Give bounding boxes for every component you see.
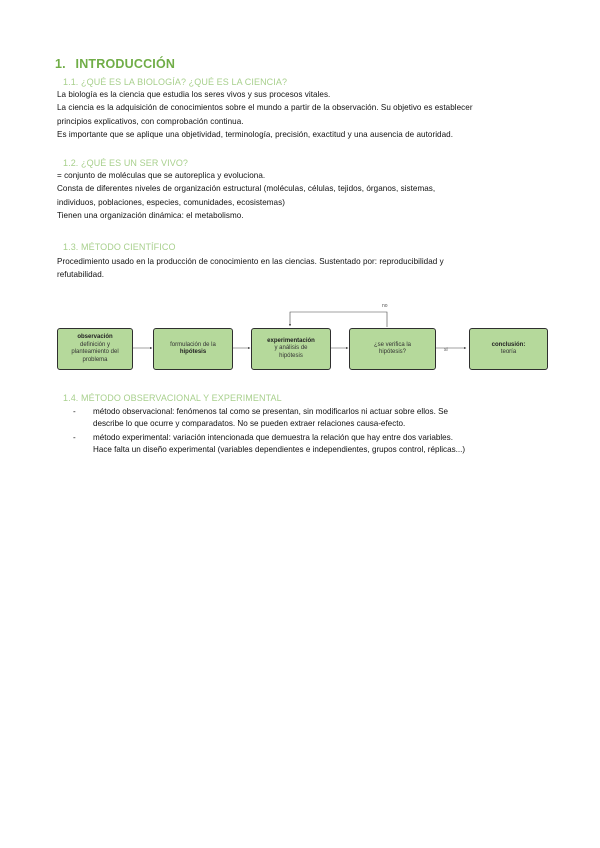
text-line: Tienen una organización dinámica: el metabolismo.	[57, 211, 244, 221]
text-line: Consta de diferentes niveles de organización estructural (moléculas, células, tejidos, órganos, sistemas,	[57, 184, 436, 194]
si-label: si	[444, 347, 448, 353]
subheading-1-1: 1.1. ¿QUÉ ES LA BIOLOGÍA? ¿QUÉ ES LA CIENCIA?	[63, 77, 288, 87]
box-text: teoría	[500, 349, 517, 355]
box-bold-text: observación	[77, 334, 113, 340]
box-verifica	[349, 328, 436, 370]
section-heading	[55, 57, 175, 71]
text-line: Hace falta un diseño experimental (variables dependientes e independientes, grupos control, réplicas...)	[93, 445, 466, 455]
text-line: método experimental: variación intencionada que demuestra la relación que hay entre dos variables.	[93, 432, 453, 442]
box-text: formulación de la	[170, 341, 216, 348]
subheading-1-4: 1.4. MÉTODO OBSERVACIONAL Y EXPERIMENTAL	[63, 393, 282, 403]
text-line: individuos, poblaciones, especies, comunidades, ecosistemas)	[57, 197, 285, 207]
section-title: INTRODUCCIÓN	[75, 57, 176, 71]
bullet-list	[73, 406, 465, 457]
box-text: definición y planteamiento del problema	[71, 341, 119, 363]
box-experimentacion	[251, 328, 331, 370]
list-item	[73, 406, 465, 431]
box-bold-text: hipótesis	[179, 349, 207, 355]
box-text: ¿se verifica la hipótesis?	[373, 341, 411, 355]
box-text: y análisis de hipótesis	[274, 345, 308, 359]
paragraph-1-2	[57, 169, 435, 223]
subheading-1-3: 1.3. MÉTODO CIENTÍFICO	[63, 242, 176, 252]
text-line: La ciencia es la adquisición de conocimientos sobre el mundo a partir de la observación. Su objetivo es establecer	[57, 103, 473, 113]
box-bold-text: conclusión:	[491, 341, 526, 348]
box-hipotesis	[153, 328, 233, 370]
no-label: no	[382, 303, 388, 309]
box-observacion	[57, 328, 133, 370]
bullet-dash: -	[73, 407, 76, 416]
text-line: La biología es la ciencia que estudia los seres vivos y sus procesos vitales.	[57, 90, 331, 99]
text-line: Procedimiento usado en la producción de conocimiento en las ciencias. Sustentado por: reproducibilidad y	[57, 257, 444, 266]
subheading-1-2: 1.2. ¿QUÉ ES UN SER VIVO?	[63, 158, 189, 168]
list-item	[73, 432, 465, 457]
text-line: método observacional: fenómenos tal como se presentan, sin modificarlos ni actuar sobre ellos. Se	[93, 407, 448, 416]
box-bold-text: experimentación	[267, 337, 315, 344]
paragraph-1-1	[57, 88, 473, 142]
text-line: Es importante que se aplique una objetividad, terminología, precisión, exactitud y una ausencia de autoridad.	[57, 130, 453, 140]
scientific-method-diagram	[0, 295, 600, 385]
text-line: describe lo que ocurre y comparadatos. No se pueden extraer relaciones causa-efecto.	[93, 419, 406, 429]
text-line: refutabilidad.	[57, 270, 105, 280]
section-number: 1.	[55, 57, 66, 71]
text-line: principios explicativos, con comprobación continua.	[57, 116, 244, 126]
paragraph-1-3	[57, 255, 444, 282]
arrow-no-loop	[290, 312, 387, 327]
bullet-dash: -	[73, 432, 76, 442]
text-line: = conjunto de moléculas que se autoreplica y evoluciona.	[57, 171, 266, 180]
box-conclusion	[469, 328, 548, 370]
